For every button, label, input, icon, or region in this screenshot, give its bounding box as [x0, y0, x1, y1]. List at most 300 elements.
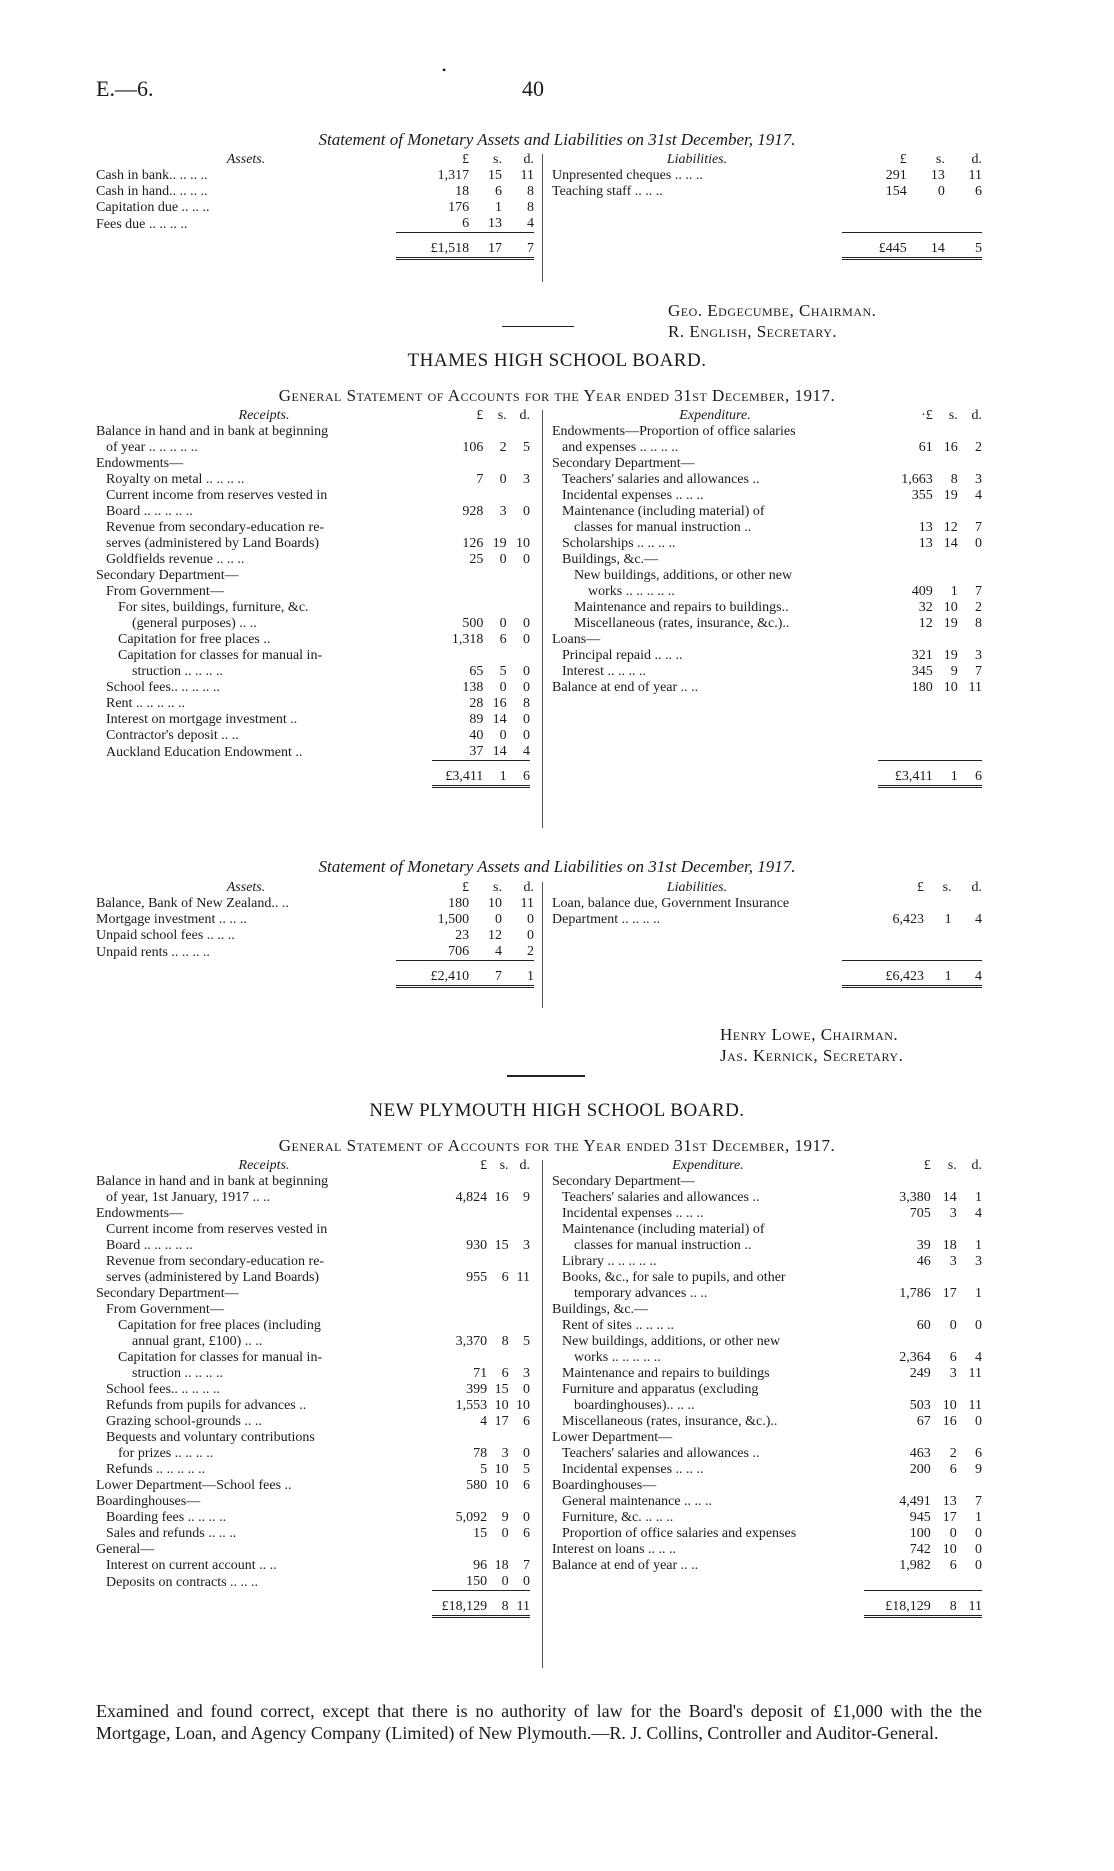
pence: 11 — [968, 1366, 982, 1381]
table-row — [96, 456, 530, 472]
pounds — [432, 1318, 487, 1334]
table-row — [552, 616, 982, 632]
pence: 0 — [523, 680, 530, 695]
first-liabilities-table — [552, 152, 982, 260]
pounds — [878, 632, 933, 648]
row-label: Maintenance and repairs to buildings.. — [574, 600, 789, 615]
pence — [507, 568, 530, 584]
shillings — [931, 1382, 957, 1398]
pounds: 32 — [918, 600, 933, 615]
row-label: Incidental expenses .. .. .. — [562, 1462, 704, 1477]
table-row — [552, 1526, 982, 1542]
row-label: School fees.. .. .. .. .. — [106, 1382, 220, 1397]
row-label: Mortgage investment .. .. .. — [96, 912, 247, 927]
pounds: 345 — [911, 664, 933, 679]
pence: 8 — [527, 184, 534, 199]
pence: 10 — [516, 536, 530, 551]
pounds: 500 — [462, 616, 484, 631]
shillings: 6 — [949, 1558, 957, 1573]
pence — [507, 520, 530, 536]
shillings: 14 — [942, 1190, 957, 1205]
row-label: From Government— — [106, 1302, 224, 1317]
table-row — [96, 1542, 530, 1558]
first-assets-title: Statement of Monetary Assets and Liabilities on 31st December, 1917. — [318, 130, 796, 149]
pence: 3 — [523, 472, 530, 487]
pounds: 355 — [911, 488, 933, 503]
pence: 3 — [975, 1254, 982, 1269]
table-row — [96, 728, 530, 744]
shillings: 17 — [942, 1510, 957, 1525]
row-label: Loans— — [552, 632, 601, 647]
pounds: 126 — [462, 536, 484, 551]
pence: 0 — [975, 1318, 982, 1333]
shillings: 6 — [501, 1270, 509, 1285]
signature-chairman: Henry Lowe, Chairman. — [720, 1025, 899, 1044]
pounds — [864, 1478, 931, 1494]
pence — [507, 456, 530, 472]
pounds — [864, 1174, 931, 1190]
pence: 6 — [523, 1526, 530, 1541]
row-label: Bequests and voluntary contributions — [106, 1430, 315, 1445]
row-label: classes for manual instruction .. — [574, 1238, 752, 1253]
table-row — [552, 680, 982, 696]
total-row — [96, 761, 530, 787]
pounds: 2,364 — [899, 1350, 931, 1365]
row-label: annual grant, £100) .. .. — [132, 1334, 263, 1349]
row-label: For sites, buildings, furniture, &c. — [118, 600, 309, 615]
total-row — [552, 1590, 982, 1616]
table-row — [552, 1446, 982, 1462]
shillings: 19 — [943, 648, 958, 663]
shillings: 5 — [499, 664, 507, 679]
pounds: 4,491 — [899, 1494, 931, 1509]
table-row — [552, 1494, 982, 1510]
total-pounds: £445 — [842, 232, 907, 258]
pounds: 40 — [469, 728, 484, 743]
pence — [958, 568, 982, 584]
shillings: 2 — [949, 1446, 957, 1461]
shillings — [487, 1222, 508, 1238]
pence — [509, 1542, 530, 1558]
shillings: 10 — [942, 1398, 957, 1413]
pounds: 67 — [916, 1414, 931, 1429]
page-reference: E.—6. — [96, 76, 154, 101]
pence: 11 — [520, 896, 534, 911]
pounds: 180 — [448, 896, 470, 911]
row-label: Current income from reserves vested in — [106, 488, 328, 503]
table-row — [96, 1430, 530, 1446]
row-label: Loan, balance due, Government Insurance — [552, 896, 790, 911]
shillings: 17 — [942, 1286, 957, 1301]
table-row — [552, 664, 982, 680]
row-label: Revenue from secondary-education re- — [106, 520, 325, 535]
row-label: Interest .. .. .. .. — [562, 664, 646, 679]
row-label: Capitation for free places .. — [118, 632, 271, 647]
pounds: 928 — [462, 504, 484, 519]
table-row — [552, 1382, 982, 1398]
pounds: 6 — [462, 216, 470, 231]
shillings: 9 — [950, 664, 958, 679]
pounds — [432, 648, 483, 664]
pounds: 955 — [466, 1270, 488, 1285]
table-row — [96, 600, 530, 616]
row-label: Royalty on metal .. .. .. .. — [106, 472, 245, 487]
pence — [952, 896, 982, 912]
table-row — [96, 1494, 530, 1510]
pence: 5 — [523, 1462, 530, 1477]
row-label: Interest on mortgage investment .. — [106, 712, 298, 727]
table-row — [552, 1254, 982, 1270]
pounds — [432, 424, 483, 440]
currency-heading: d. — [971, 408, 982, 423]
newplymouth-board-title: NEW PLYMOUTH HIGH SCHOOL BOARD. — [369, 1100, 745, 1121]
currency-heading: d. — [971, 880, 982, 895]
pence: 11 — [968, 680, 982, 695]
shillings — [487, 1254, 508, 1270]
pence: 4 — [975, 488, 982, 503]
shillings: 14 — [943, 536, 958, 551]
shillings: 19 — [943, 616, 958, 631]
account-table — [96, 880, 534, 988]
table-row — [552, 1350, 982, 1366]
shillings: 0 — [499, 680, 507, 695]
thames-assets-title: Statement of Monetary Assets and Liabilities on 31st December, 1917. — [318, 857, 796, 876]
row-label: Maintenance (including material) of — [562, 504, 765, 519]
shillings: 3 — [949, 1206, 957, 1221]
shillings: 18 — [494, 1558, 509, 1573]
row-label: School fees.. .. .. .. .. — [106, 680, 220, 695]
row-label: Fees due .. .. .. .. — [96, 216, 188, 232]
row-label: Unpaid school fees .. .. .. — [96, 928, 235, 943]
shillings: 1 — [944, 912, 952, 927]
table-row — [96, 184, 534, 200]
row-label: Teachers' salaries and allowances .. — [562, 1446, 760, 1461]
pounds: 13 — [918, 520, 933, 535]
pence: 0 — [975, 1558, 982, 1573]
thames-expenditure — [552, 408, 982, 788]
pence — [507, 600, 530, 616]
table-row — [552, 520, 982, 536]
currency-heading: £ — [923, 1158, 931, 1173]
pounds: 1,553 — [455, 1398, 488, 1413]
pence: 3 — [975, 648, 982, 663]
pence — [507, 424, 530, 440]
table-row — [96, 744, 530, 761]
currency-heading: d. — [519, 1158, 530, 1173]
table-row — [552, 1510, 982, 1526]
shillings — [487, 1302, 508, 1318]
pence — [957, 1382, 982, 1398]
row-label: Miscellaneous (rates, insurance, &c.).. — [562, 1414, 778, 1429]
pounds: 176 — [448, 200, 470, 215]
pounds: 61 — [918, 440, 933, 455]
shillings: 10 — [943, 680, 958, 695]
table-row — [552, 568, 982, 584]
table-row — [96, 1478, 530, 1494]
pence: 6 — [975, 1446, 982, 1461]
row-label: Incidental expenses .. .. .. — [562, 488, 704, 503]
shillings: 3 — [499, 504, 507, 519]
total-shillings: 7 — [469, 961, 502, 987]
shillings — [483, 648, 506, 664]
table-row — [552, 424, 982, 440]
pence: 0 — [527, 912, 534, 927]
table-row — [96, 1398, 530, 1414]
pounds — [432, 456, 483, 472]
pence: 1 — [975, 1286, 982, 1301]
pence — [958, 632, 982, 648]
row-label: Maintenance (including material) of — [562, 1222, 765, 1237]
row-label: Department .. .. .. .. — [552, 912, 661, 927]
shillings: 17 — [494, 1414, 509, 1429]
table-row — [96, 1286, 530, 1302]
shillings: 13 — [487, 216, 502, 231]
shillings: 10 — [942, 1542, 957, 1557]
table-row — [96, 1206, 530, 1222]
pounds — [864, 1430, 931, 1446]
account-table — [96, 152, 534, 260]
row-label: Board .. .. .. .. .. — [106, 1238, 193, 1253]
table-row — [96, 1526, 530, 1542]
pounds: 71 — [473, 1366, 488, 1381]
pence: 4 — [975, 912, 982, 927]
pence: 0 — [523, 712, 530, 727]
currency-heading: £ — [480, 1158, 488, 1173]
pounds: 100 — [909, 1526, 931, 1541]
pence: 6 — [975, 184, 982, 199]
shillings: 16 — [942, 1414, 957, 1429]
pounds — [878, 504, 933, 520]
table-row — [96, 200, 534, 216]
total-shillings: 8 — [931, 1590, 957, 1616]
table-row — [96, 488, 530, 504]
pence: 7 — [975, 584, 982, 599]
shillings: 15 — [487, 168, 502, 183]
thames-statement-heading: General Statement of Accounts for the Year ended 31st December, 1917. — [278, 386, 836, 405]
row-label: (general purposes) .. .. — [132, 616, 257, 631]
pounds: 1,318 — [451, 632, 484, 647]
currency-heading: d. — [519, 408, 530, 423]
table-row — [552, 1174, 982, 1190]
table-row — [96, 552, 530, 568]
shillings: 0 — [949, 1318, 957, 1333]
shillings: 14 — [492, 712, 507, 727]
shillings: 15 — [494, 1238, 509, 1253]
row-label: of year .. .. .. .. .. — [106, 440, 198, 455]
row-label: Cash in hand.. .. .. .. — [96, 184, 208, 199]
shillings: 6 — [499, 632, 507, 647]
pence — [957, 1478, 982, 1494]
divider — [542, 154, 543, 282]
shillings: 1 — [494, 200, 502, 215]
pence: 6 — [523, 1478, 530, 1493]
pounds — [432, 520, 483, 536]
shillings: 0 — [501, 1574, 509, 1589]
pounds: 13 — [918, 536, 933, 551]
currency-heading: d. — [523, 152, 534, 167]
shillings — [487, 1206, 508, 1222]
pence: 11 — [968, 168, 982, 183]
pounds: 399 — [466, 1382, 488, 1397]
auditor-note: Examined and found correct, except that there is no authority of law for the Board's deposit of £1,000 with the the Mortgage, Loan, and Agency Company (Limited) of New Plymouth.—R. J. Collins, Controller and Auditor-General. — [96, 1701, 982, 1743]
pence: 4 — [523, 744, 530, 759]
shillings: 4 — [494, 944, 502, 959]
table-row — [552, 472, 982, 488]
row-label: Teachers' salaries and allowances .. — [562, 1190, 760, 1205]
pence: 0 — [523, 1574, 530, 1589]
pence — [507, 648, 530, 664]
row-label: Interest on loans .. .. .. — [552, 1542, 677, 1557]
table-row — [96, 896, 534, 912]
row-label: Cash in bank.. .. .. .. — [96, 168, 208, 183]
pence: 3 — [523, 1366, 530, 1381]
shillings: 8 — [501, 1334, 509, 1349]
account-table — [96, 408, 530, 788]
table-row — [552, 456, 982, 472]
row-label: From Government— — [106, 584, 224, 599]
pence — [509, 1206, 530, 1222]
pounds: 46 — [916, 1254, 931, 1269]
pounds: 28 — [469, 696, 484, 711]
first-assets-table — [96, 152, 534, 260]
table-row — [96, 1350, 530, 1366]
pence: 7 — [975, 1494, 982, 1509]
pounds — [432, 1542, 487, 1558]
pounds: 1,786 — [899, 1286, 931, 1301]
pence: 0 — [523, 552, 530, 567]
pounds — [432, 1430, 487, 1446]
table-row — [96, 424, 530, 440]
total-row — [96, 233, 534, 259]
pounds: 291 — [885, 168, 907, 183]
currency-heading: £ — [476, 408, 484, 423]
total-shillings: 8 — [487, 1591, 508, 1617]
pence: 6 — [523, 1414, 530, 1429]
total-pounds: £3,411 — [878, 760, 933, 786]
table-row — [552, 632, 982, 648]
shillings — [483, 520, 506, 536]
row-label: Incidental expenses .. .. .. — [562, 1206, 704, 1221]
pounds: 180 — [911, 680, 933, 695]
row-label: of year, 1st January, 1917 .. .. — [106, 1190, 271, 1205]
pence — [958, 552, 982, 568]
pounds — [432, 1222, 487, 1238]
pence — [509, 1318, 530, 1334]
row-label: struction .. .. .. .. — [132, 1366, 223, 1381]
table-row — [96, 1174, 530, 1190]
table-row — [96, 1366, 530, 1382]
page-mark: • — [442, 63, 447, 77]
pence: 2 — [975, 600, 982, 615]
shillings: 10 — [494, 1398, 509, 1413]
pounds: 249 — [909, 1366, 931, 1381]
column-heading: Expenditure. — [672, 1158, 744, 1173]
pence: 11 — [516, 1270, 530, 1285]
shillings: 13 — [942, 1494, 957, 1509]
row-label: Endowments— — [96, 1206, 184, 1221]
table-row — [96, 1574, 530, 1591]
currency-heading: ·£ — [921, 408, 933, 423]
shillings: 15 — [494, 1382, 509, 1397]
pounds: 12 — [918, 616, 933, 631]
shillings — [931, 1334, 957, 1350]
row-label: boardinghouses).. .. .. — [574, 1398, 695, 1413]
pence — [957, 1334, 982, 1350]
pounds — [432, 568, 483, 584]
row-label: Balance at end of year .. .. — [552, 1558, 699, 1573]
shillings — [933, 504, 958, 520]
pence: 2 — [975, 440, 982, 455]
account-table — [552, 152, 982, 260]
pence: 1 — [975, 1510, 982, 1525]
shillings: 10 — [487, 896, 502, 911]
row-label: Unpresented cheques .. .. .. — [552, 168, 703, 183]
currency-heading: s. — [947, 1158, 957, 1173]
pounds — [432, 1254, 487, 1270]
row-label: Teaching staff .. .. .. — [552, 184, 663, 199]
row-label: Miscellaneous (rates, insurance, &c.).. — [574, 616, 790, 631]
table-row — [96, 1334, 530, 1350]
shillings — [931, 1302, 957, 1318]
pounds — [864, 1382, 931, 1398]
shillings — [933, 456, 958, 472]
row-label: Boardinghouses— — [552, 1478, 657, 1493]
table-row — [96, 1302, 530, 1318]
row-label: Lower Department— — [552, 1430, 673, 1445]
row-label: Secondary Department— — [96, 1286, 239, 1301]
shillings — [931, 1270, 957, 1286]
pence — [509, 1222, 530, 1238]
table-row — [96, 696, 530, 712]
pounds: 25 — [469, 552, 484, 567]
currency-heading: s. — [493, 880, 502, 895]
pence: 0 — [523, 632, 530, 647]
table-row — [96, 584, 530, 600]
pounds: 4,824 — [455, 1190, 488, 1205]
shillings: 16 — [492, 696, 507, 711]
row-label: for prizes .. .. .. .. — [118, 1446, 214, 1461]
pence: 7 — [975, 520, 982, 535]
table-row — [96, 928, 534, 944]
total-pence: 11 — [957, 1590, 982, 1616]
row-label: serves (administered by Land Boards) — [106, 536, 320, 551]
row-label: and expenses .. .. .. .. — [562, 440, 679, 455]
column-heading: Liabilities. — [666, 152, 728, 167]
shillings — [483, 600, 506, 616]
pence — [957, 1270, 982, 1286]
pounds: 3,370 — [455, 1334, 488, 1349]
table-row — [552, 1334, 982, 1350]
table-row — [96, 440, 530, 456]
pence — [509, 1494, 530, 1510]
currency-heading: s. — [935, 152, 945, 167]
thames-board-title: THAMES HIGH SCHOOL BOARD. — [407, 350, 707, 371]
currency-heading: s. — [948, 408, 958, 423]
table-row — [552, 1286, 982, 1302]
pounds — [864, 1334, 931, 1350]
row-label: General maintenance .. .. .. — [562, 1494, 713, 1509]
table-row — [96, 1254, 530, 1270]
pounds: 89 — [469, 712, 484, 727]
pounds: 5,092 — [455, 1510, 488, 1525]
total-pence: 6 — [507, 761, 530, 787]
table-row — [552, 504, 982, 520]
shillings — [483, 424, 506, 440]
currency-heading: s. — [497, 408, 507, 423]
total-pence: 1 — [502, 961, 534, 987]
row-label: Boardinghouses— — [96, 1494, 201, 1509]
row-label: serves (administered by Land Boards) — [106, 1270, 320, 1285]
